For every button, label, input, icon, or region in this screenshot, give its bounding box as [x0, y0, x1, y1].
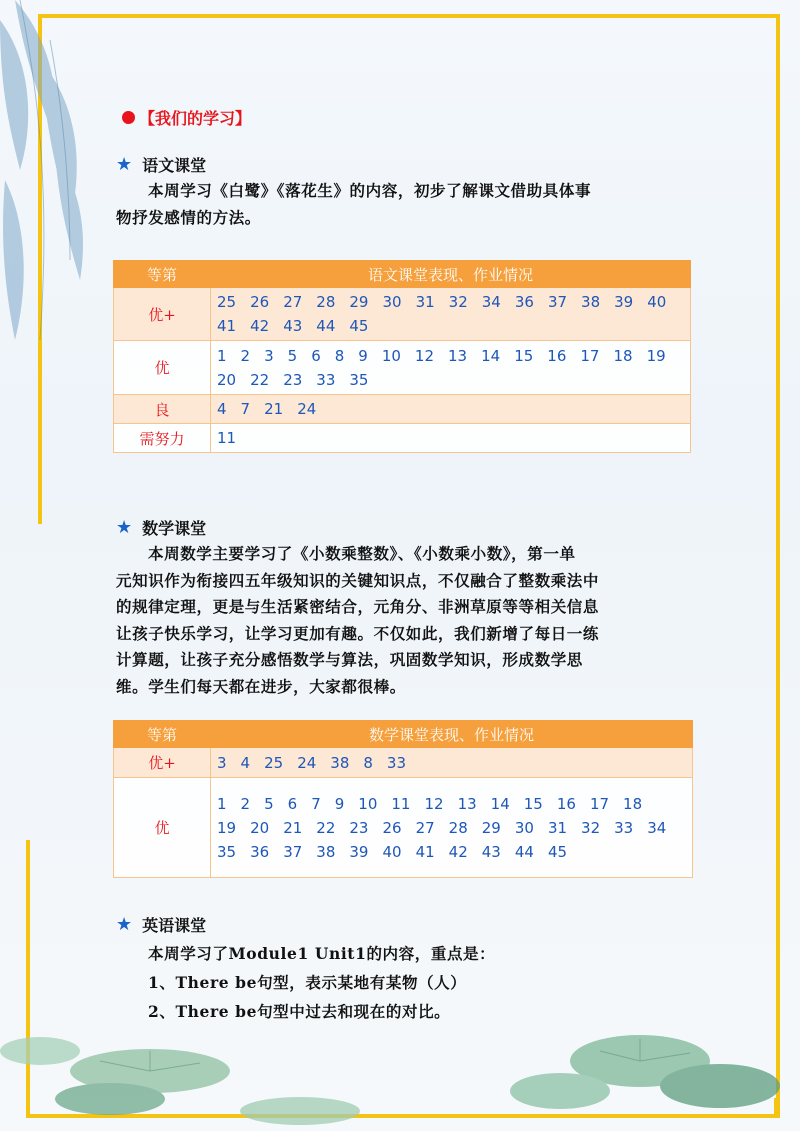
grade-level: 良	[114, 395, 211, 424]
student-number: 14	[490, 794, 510, 813]
student-number: 13	[457, 794, 477, 813]
english-line: 2、There be句型中过去和现在的对比。	[148, 1002, 451, 1021]
student-number: 44	[514, 842, 534, 861]
student-number: 35	[349, 370, 369, 389]
table-header-level: 等第	[114, 721, 211, 748]
student-number: 31	[415, 293, 435, 311]
math-section-title: 数学课堂	[142, 519, 207, 538]
student-number: 15	[523, 794, 543, 813]
grade-level: 优+	[114, 288, 211, 341]
student-number: 21	[283, 818, 303, 837]
student-number: 45	[349, 317, 369, 335]
student-numbers	[211, 778, 693, 878]
student-number: 27	[415, 818, 435, 837]
student-number: 29	[481, 818, 501, 837]
learning-header-label: 【我们的学习】	[139, 109, 252, 128]
student-number: 31	[547, 818, 568, 837]
student-number: 43	[283, 317, 303, 335]
student-number: 12	[424, 794, 444, 813]
student-number: 16	[547, 346, 567, 365]
table-header-performance: 语文课堂表现、作业情况	[211, 261, 691, 288]
student-number: 39	[349, 842, 369, 861]
student-number: 20	[250, 818, 270, 837]
table-row	[114, 748, 693, 778]
student-number: 24	[297, 400, 317, 418]
student-number: 36	[514, 293, 534, 311]
student-number: 40	[647, 293, 667, 311]
student-number: 9	[334, 794, 345, 813]
student-number: 35	[217, 842, 237, 861]
table-row	[114, 395, 691, 424]
student-number: 45	[547, 842, 568, 861]
student-number: 9	[358, 346, 368, 365]
student-number: 8	[334, 346, 345, 365]
student-number: 33	[614, 818, 634, 837]
student-number: 38	[316, 842, 336, 861]
english-section-heading	[116, 913, 206, 936]
student-number: 37	[547, 293, 568, 311]
student-number: 18	[623, 794, 643, 813]
student-number: 43	[481, 842, 501, 861]
grade-level: 优+	[114, 748, 211, 778]
student-number: 33	[316, 370, 336, 389]
chinese-section-heading	[116, 153, 206, 176]
table-row	[114, 288, 691, 341]
student-number: 11	[391, 794, 411, 813]
student-number: 7	[311, 794, 321, 813]
student-number: 18	[613, 346, 633, 365]
student-number: 2	[240, 794, 251, 813]
student-number: 40	[382, 842, 402, 861]
student-numbers	[211, 288, 691, 341]
student-number: 3	[264, 346, 274, 365]
student-number: 5	[287, 346, 298, 365]
student-number: 10	[358, 794, 378, 813]
student-number: 14	[481, 346, 501, 365]
student-number: 21	[264, 400, 284, 418]
math-grade-table	[113, 720, 693, 878]
math-paragraph-line: 本周数学主要学习了《小数乘整数》、《小数乘小数》，第一单	[148, 544, 576, 563]
student-number: 20	[217, 370, 237, 389]
student-number: 22	[250, 370, 270, 389]
student-number: 10	[381, 346, 401, 365]
learning-header	[122, 106, 251, 129]
english-line: 本周学习了Module1 Unit1的内容，重点是：	[148, 944, 496, 963]
student-number: 12	[414, 346, 435, 365]
student-number: 29	[349, 293, 369, 311]
chinese-paragraph-line: 物抒发感情的方法。	[116, 207, 261, 227]
student-number: 11	[217, 429, 237, 447]
table-row	[114, 778, 693, 878]
student-number: 28	[448, 818, 468, 837]
student-number: 8	[363, 753, 373, 772]
chinese-section-title: 语文课堂	[142, 156, 207, 175]
table-header-level: 等第	[114, 261, 211, 288]
student-number: 26	[382, 818, 402, 837]
grade-level: 需努力	[114, 424, 211, 453]
student-number: 17	[589, 794, 610, 813]
student-number: 23	[283, 370, 303, 389]
student-number: 1	[217, 794, 227, 813]
star-icon: ★	[116, 517, 133, 538]
student-number: 32	[448, 293, 468, 311]
student-number: 28	[316, 293, 336, 311]
student-number: 4	[240, 753, 251, 772]
student-number: 22	[316, 818, 336, 837]
english-section-title: 英语课堂	[142, 916, 207, 935]
student-number: 41	[217, 317, 237, 335]
student-number: 38	[581, 293, 601, 311]
student-number: 36	[250, 842, 270, 861]
student-number: 26	[250, 293, 270, 311]
student-number: 27	[283, 293, 303, 311]
student-number: 19	[646, 346, 666, 365]
student-number: 24	[297, 753, 317, 772]
student-number: 16	[556, 794, 576, 813]
student-number: 13	[448, 346, 468, 365]
student-number: 7	[240, 400, 251, 418]
student-numbers	[211, 341, 691, 395]
table-row	[114, 424, 691, 453]
student-number: 23	[349, 818, 369, 837]
student-number: 41	[415, 842, 435, 861]
student-number: 30	[382, 293, 402, 311]
table-header-row	[114, 261, 691, 288]
student-number: 33	[386, 753, 407, 772]
student-number: 42	[250, 317, 270, 335]
math-paragraph-line: 计算题，让孩子充分感悟数学与算法，巩固数学知识，形成数学思	[116, 650, 583, 669]
student-number: 37	[283, 842, 303, 861]
student-number: 44	[316, 317, 336, 335]
student-number: 6	[287, 794, 298, 813]
student-number: 25	[217, 293, 237, 311]
math-paragraph-line: 的规律定理，更是与生活紧密结合，元角分、非洲草原等等相关信息	[116, 597, 600, 616]
math-section-heading	[116, 516, 206, 539]
student-number: 15	[514, 346, 534, 365]
student-number: 32	[581, 818, 601, 837]
student-number: 34	[481, 293, 501, 311]
student-numbers	[211, 748, 693, 778]
student-numbers	[211, 424, 691, 453]
student-number: 5	[264, 794, 274, 813]
math-paragraph	[116, 541, 706, 700]
star-icon: ★	[116, 154, 133, 175]
english-line: 1、There be句型，表示某地有某物（人）	[148, 973, 467, 992]
student-number: 2	[240, 346, 251, 365]
student-number: 17	[580, 346, 600, 365]
table-header-performance: 数学课堂表现、作业情况	[211, 721, 693, 748]
chinese-paragraph-line: 本周学习《白鹭》《落花生》的内容，初步了解课文借助具体事	[148, 181, 592, 200]
student-number: 38	[330, 753, 350, 772]
student-number: 1	[217, 346, 227, 365]
student-number: 30	[514, 818, 534, 837]
grade-level: 优	[114, 778, 211, 878]
star-icon: ★	[116, 914, 133, 935]
english-paragraph	[148, 939, 708, 1026]
math-paragraph-line: 维。学生们每天都在进步，大家都很棒。	[116, 676, 406, 696]
student-number: 34	[647, 818, 667, 837]
student-number: 4	[217, 400, 227, 418]
student-number: 25	[264, 753, 284, 772]
student-numbers	[211, 395, 691, 424]
student-number: 39	[614, 293, 634, 311]
math-paragraph-line: 元知识作为衔接四五年级知识的关键知识点，不仅融合了整数乘法中	[116, 570, 600, 590]
student-number: 42	[448, 842, 468, 861]
table-header-row	[114, 721, 693, 748]
chinese-paragraph	[116, 178, 696, 231]
student-number: 6	[311, 346, 321, 365]
red-dot-icon	[122, 111, 135, 124]
student-number: 19	[217, 818, 237, 837]
grade-level: 优	[114, 341, 211, 395]
math-paragraph-line: 让孩子快乐学习，让学习更加有趣。不仅如此，我们新增了每日一练	[116, 623, 600, 643]
chinese-grade-table	[113, 260, 691, 453]
student-number: 3	[217, 753, 227, 772]
table-row	[114, 341, 691, 395]
